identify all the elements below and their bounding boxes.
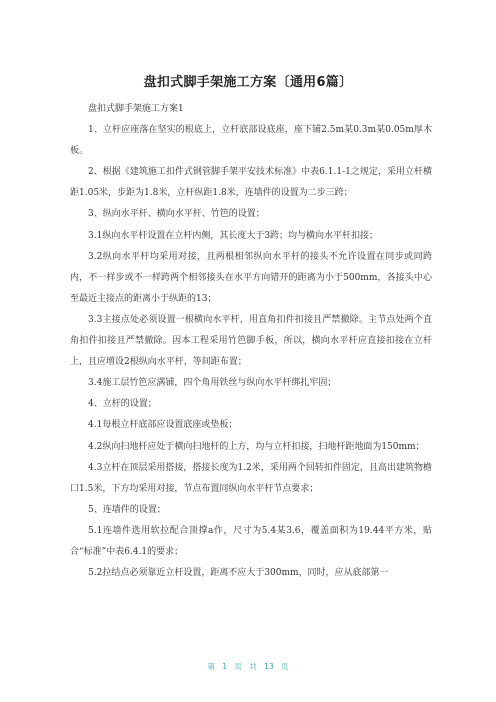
- paragraph: 盘扣式脚手架施工方案1: [88, 104, 184, 114]
- document-body: [70, 99, 432, 584]
- paragraph: 3.1纵向水平杆设置在立杆内侧，其长度大于3跨；均与横向水平杆扣接；: [88, 230, 379, 241]
- document-title: 盘扣式脚手架施工方案〔通用6篇〕: [143, 75, 353, 90]
- paragraph: 5、连墙件的设置；: [88, 504, 166, 515]
- paragraph: 5.1连墙件选用软拉配合顶撑a作，尺寸为5.4某3.6，覆盖面积为19.44平方米，贴合“标准”中表6.4.1的要求；: [70, 525, 432, 557]
- page-number-footer: 第 1 页 共 13 页: [207, 662, 289, 671]
- paragraph: 1、立杆应座落在坚实的根底上，立杆底部设底座，座下铺2.5m某0.3m某0.05m厚木板。: [70, 125, 432, 157]
- paragraph: 3.3主接点处必须设置一根横向水平杆，用直角扣件扣接且严禁撤除。主节点处两个直角扣件扣接且严禁撤除。因本工程采用竹笆脚手板，所以，横向水平杆应直接扣接在立杆上，且应增设2根纵向水平杆，等间距布置；: [70, 314, 432, 368]
- paragraph: 4.1每根立杆底部应设置底座或垫板；: [88, 420, 238, 431]
- paragraph: 4、立杆的设置；: [88, 399, 157, 410]
- paragraph: 5.2拉结点必须靠近立杆设置，距离不应大于300mm，同时，应从底部第一: [88, 568, 389, 579]
- paragraph: 3.2纵向水平杆均采用对接，且两根相邻纵向水平杆的接头不允许设置在同步或同跨内，不一样步或不一样跨两个相邻接头在水平方向错开的距离为小于500mm，各接头中心至最近主接点的距离小于纵距的13；: [70, 251, 432, 304]
- paragraph: 3.4施工层竹笆应满铺，四个角用铁丝与纵向水平杆绑扎牢固；: [88, 378, 337, 389]
- paragraph: 2、根据《建筑施工扣件式钢管脚手架平安技术标准》中表6.1.1-1之规定，采用立杆横距1.05米，步距为1.8米，立杆纵距1.8米，连墙件的设置为二步三跨；: [70, 167, 432, 199]
- paragraph: 4.2纵向扫地杆应处于横向扫地杆的上方，均与立杆扣接，扫地杆距地面为150mm；: [88, 441, 425, 452]
- paragraph: 4.3立杆在顶层采用搭接，搭接长度为1.2米，采用两个回转扣件固定，且高出建筑物檐口1.5米，下方均采用对接，节点布置同纵向水平杆节点要求；: [70, 462, 432, 494]
- paragraph: 3、纵向水平杆、横向水平杆、竹笆的设置；: [88, 209, 265, 220]
